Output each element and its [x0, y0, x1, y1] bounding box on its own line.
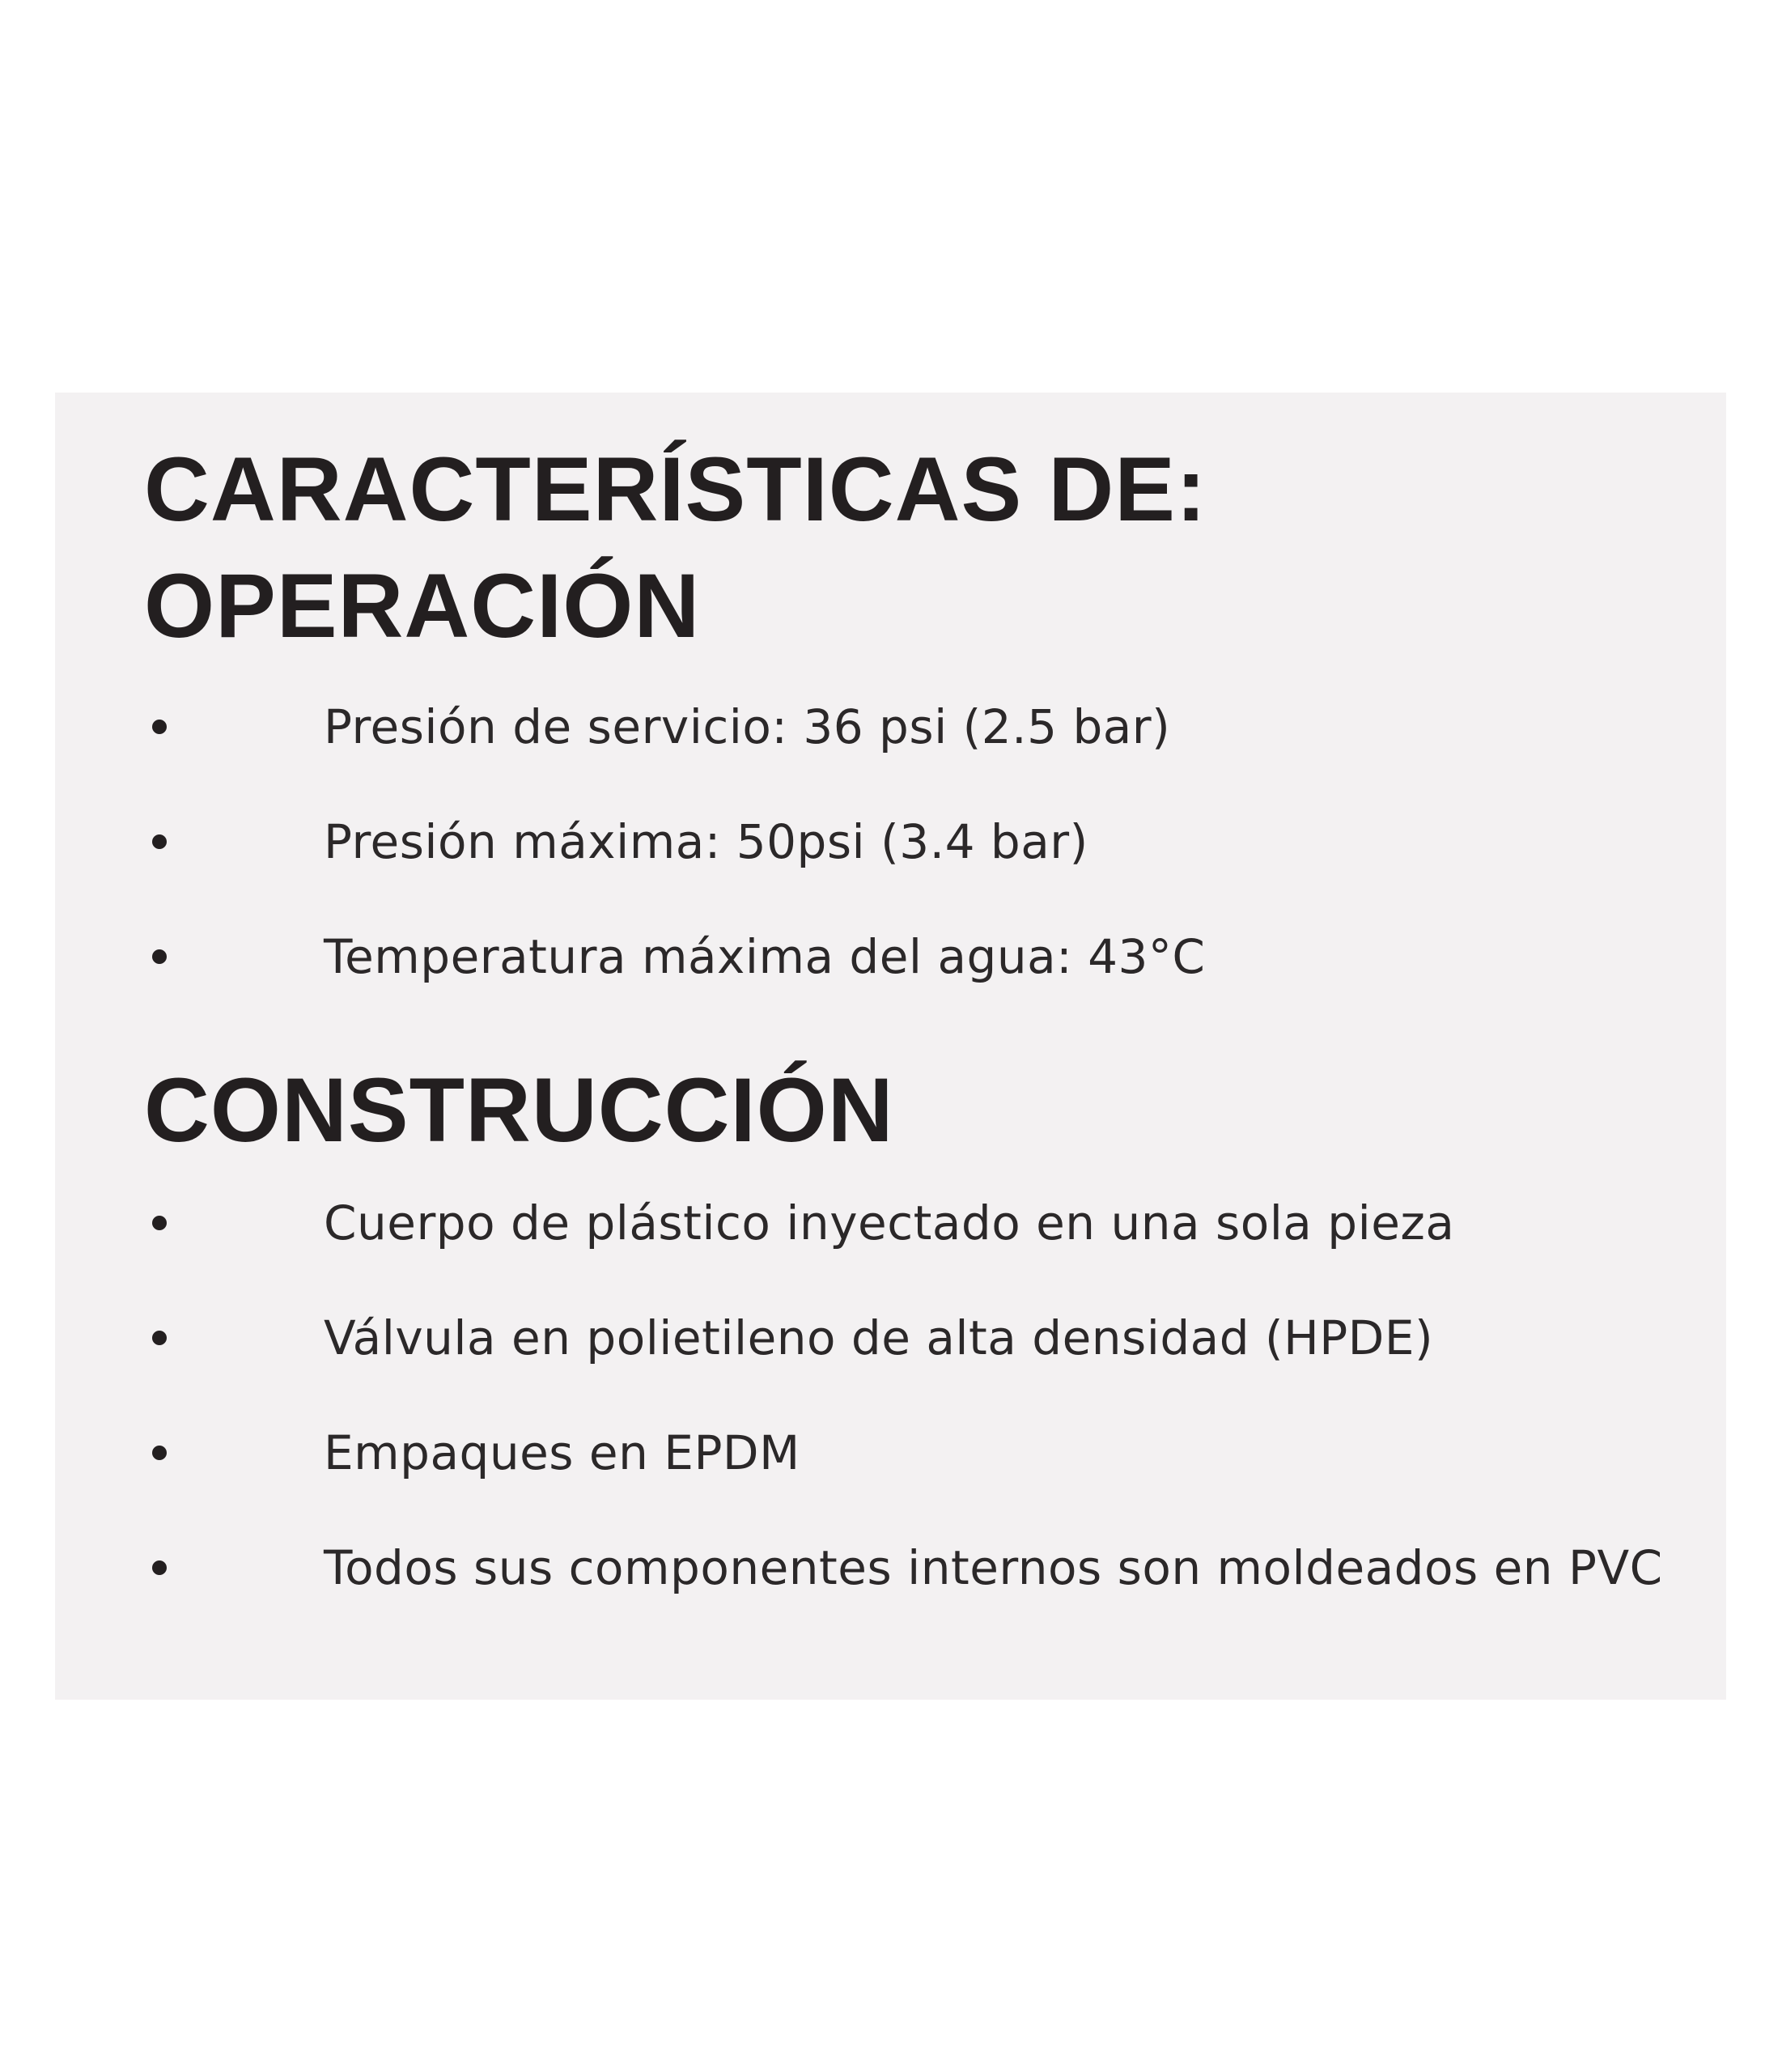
list-item — [144, 1395, 1694, 1510]
construction-heading — [144, 1052, 1694, 1169]
bullet-icon — [152, 1331, 167, 1345]
spec-panel — [55, 393, 1726, 1700]
list-item-text: Cuerpo de plástico inyectado en una sola pieza — [324, 1195, 1455, 1250]
list-item-text: Presión máxima: 50psi (3.4 bar) — [324, 814, 1088, 869]
list-item — [144, 899, 1694, 1014]
list-item — [144, 1166, 1694, 1280]
list-item — [144, 669, 1694, 784]
construction-list — [144, 1166, 1694, 1625]
list-item-text: Empaques en EPDM — [324, 1425, 800, 1480]
bullet-icon — [152, 834, 167, 849]
bullet-icon — [152, 1560, 167, 1575]
operation-section — [144, 431, 1694, 1014]
operation-list — [144, 669, 1694, 1014]
list-item-text: Temperatura máxima del agua: 43°C — [324, 929, 1206, 984]
construction-heading-line-1: CONSTRUCCIÓN — [144, 1059, 894, 1161]
operation-heading-line-2: OPERACIÓN — [144, 555, 701, 656]
list-item-text: Presión de servicio: 36 psi (2.5 bar) — [324, 699, 1171, 754]
bullet-icon — [152, 1216, 167, 1230]
list-item-text: Todos sus componentes internos son moldeados en PVC — [324, 1540, 1663, 1595]
list-item-text: Válvula en polietileno de alta densidad (HPDE) — [324, 1310, 1434, 1365]
list-item — [144, 1280, 1694, 1395]
operation-heading-line-1: CARACTERÍSTICAS DE: — [144, 439, 1207, 540]
operation-heading — [144, 431, 1694, 664]
list-item — [144, 784, 1694, 899]
bullet-icon — [152, 1446, 167, 1460]
bullet-icon — [152, 949, 167, 964]
list-item — [144, 1510, 1694, 1625]
construction-section — [144, 1052, 1694, 1625]
bullet-icon — [152, 720, 167, 734]
